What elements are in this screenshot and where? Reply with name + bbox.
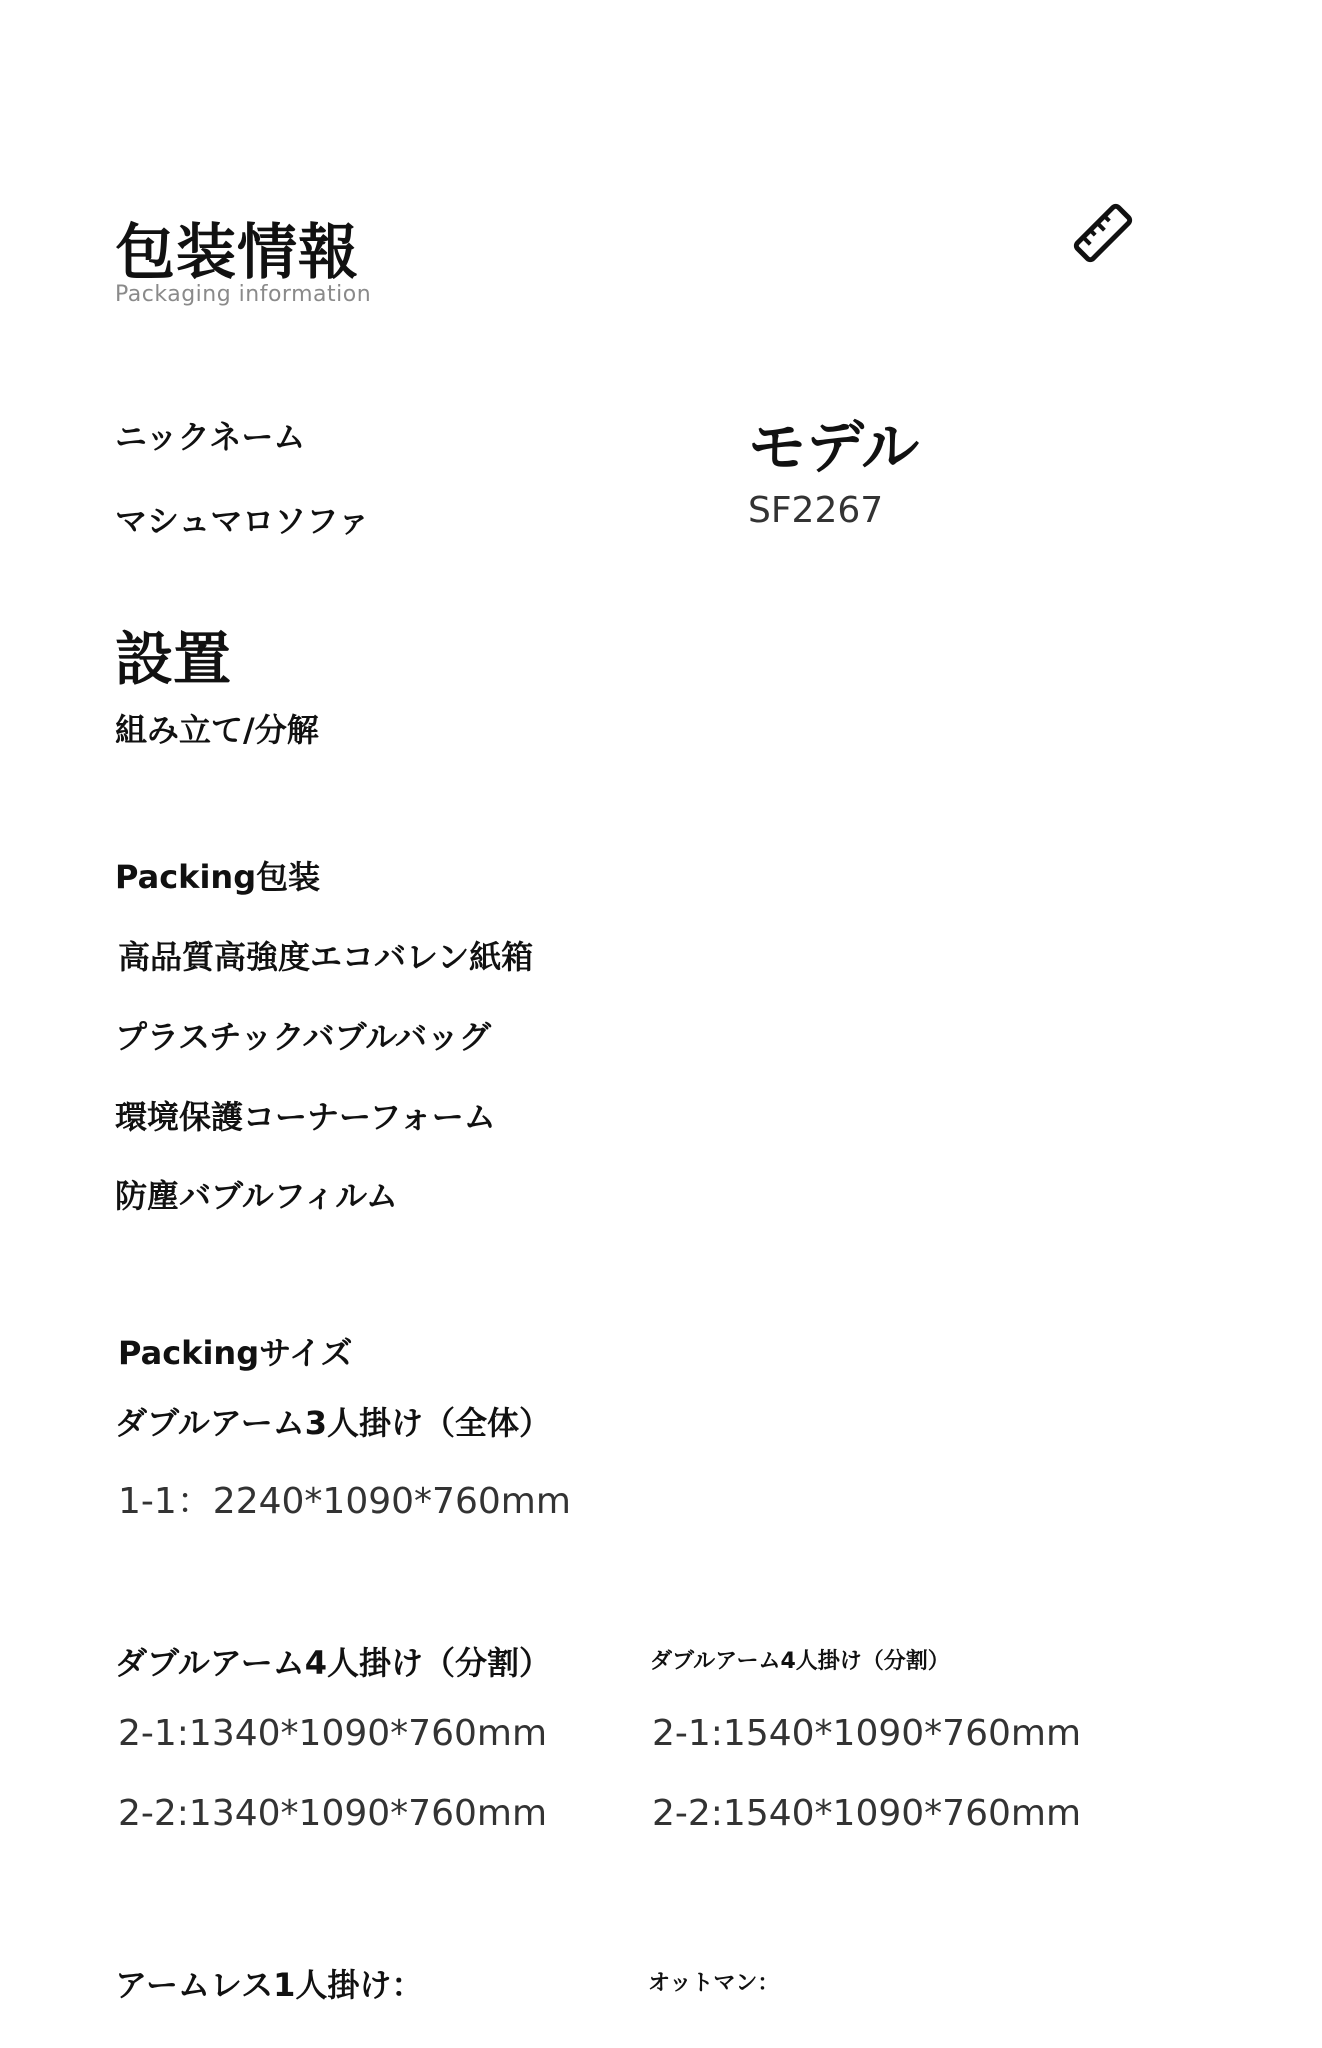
sizes-label: Packingサイズ [118,1334,353,1372]
four-seat-b-label: ダブルアーム4人掛け（分割） [650,1649,950,1674]
four-seat-b-size: 2-2:1540*1090*760mm [652,1793,1082,1834]
page-title: 包装情報 [115,218,359,288]
nickname-value: マシュマロソファ [115,502,370,540]
install-value: 組み立て/分解 [115,711,319,749]
four-seat-a-size: 2-2:1340*1090*760mm [118,1793,548,1834]
model-value: SF2267 [748,490,884,531]
install-label: 設置 [115,625,232,693]
four-seat-b-size: 2-1:1540*1090*760mm [652,1713,1082,1754]
page-subtitle: Packaging information [115,282,372,307]
packing-item: プラスチックバブルバッグ [115,1018,492,1056]
packing-label: Packing包装 [115,858,321,896]
four-seat-a-size: 2-1:1340*1090*760mm [118,1713,548,1754]
three-seat-size: 1-1：2240*1090*760mm [118,1481,571,1522]
packing-item: 環境保護コーナーフォーム [115,1098,496,1136]
nickname-label: ニックネーム [115,418,306,456]
ottoman-label: オットマン： [648,1971,780,1996]
armless-label: アームレス1人掛け： [115,1966,424,2004]
packing-item: 高品質高強度エコバレン紙箱 [118,938,534,976]
four-seat-a-label: ダブルアーム4人掛け（分割） [115,1644,552,1682]
three-seat-label: ダブルアーム3人掛け（全体） [115,1404,552,1442]
model-label: モデル [748,413,920,481]
ruler-icon [1068,198,1138,272]
packing-item: 防塵バブルフィルム [115,1177,398,1215]
